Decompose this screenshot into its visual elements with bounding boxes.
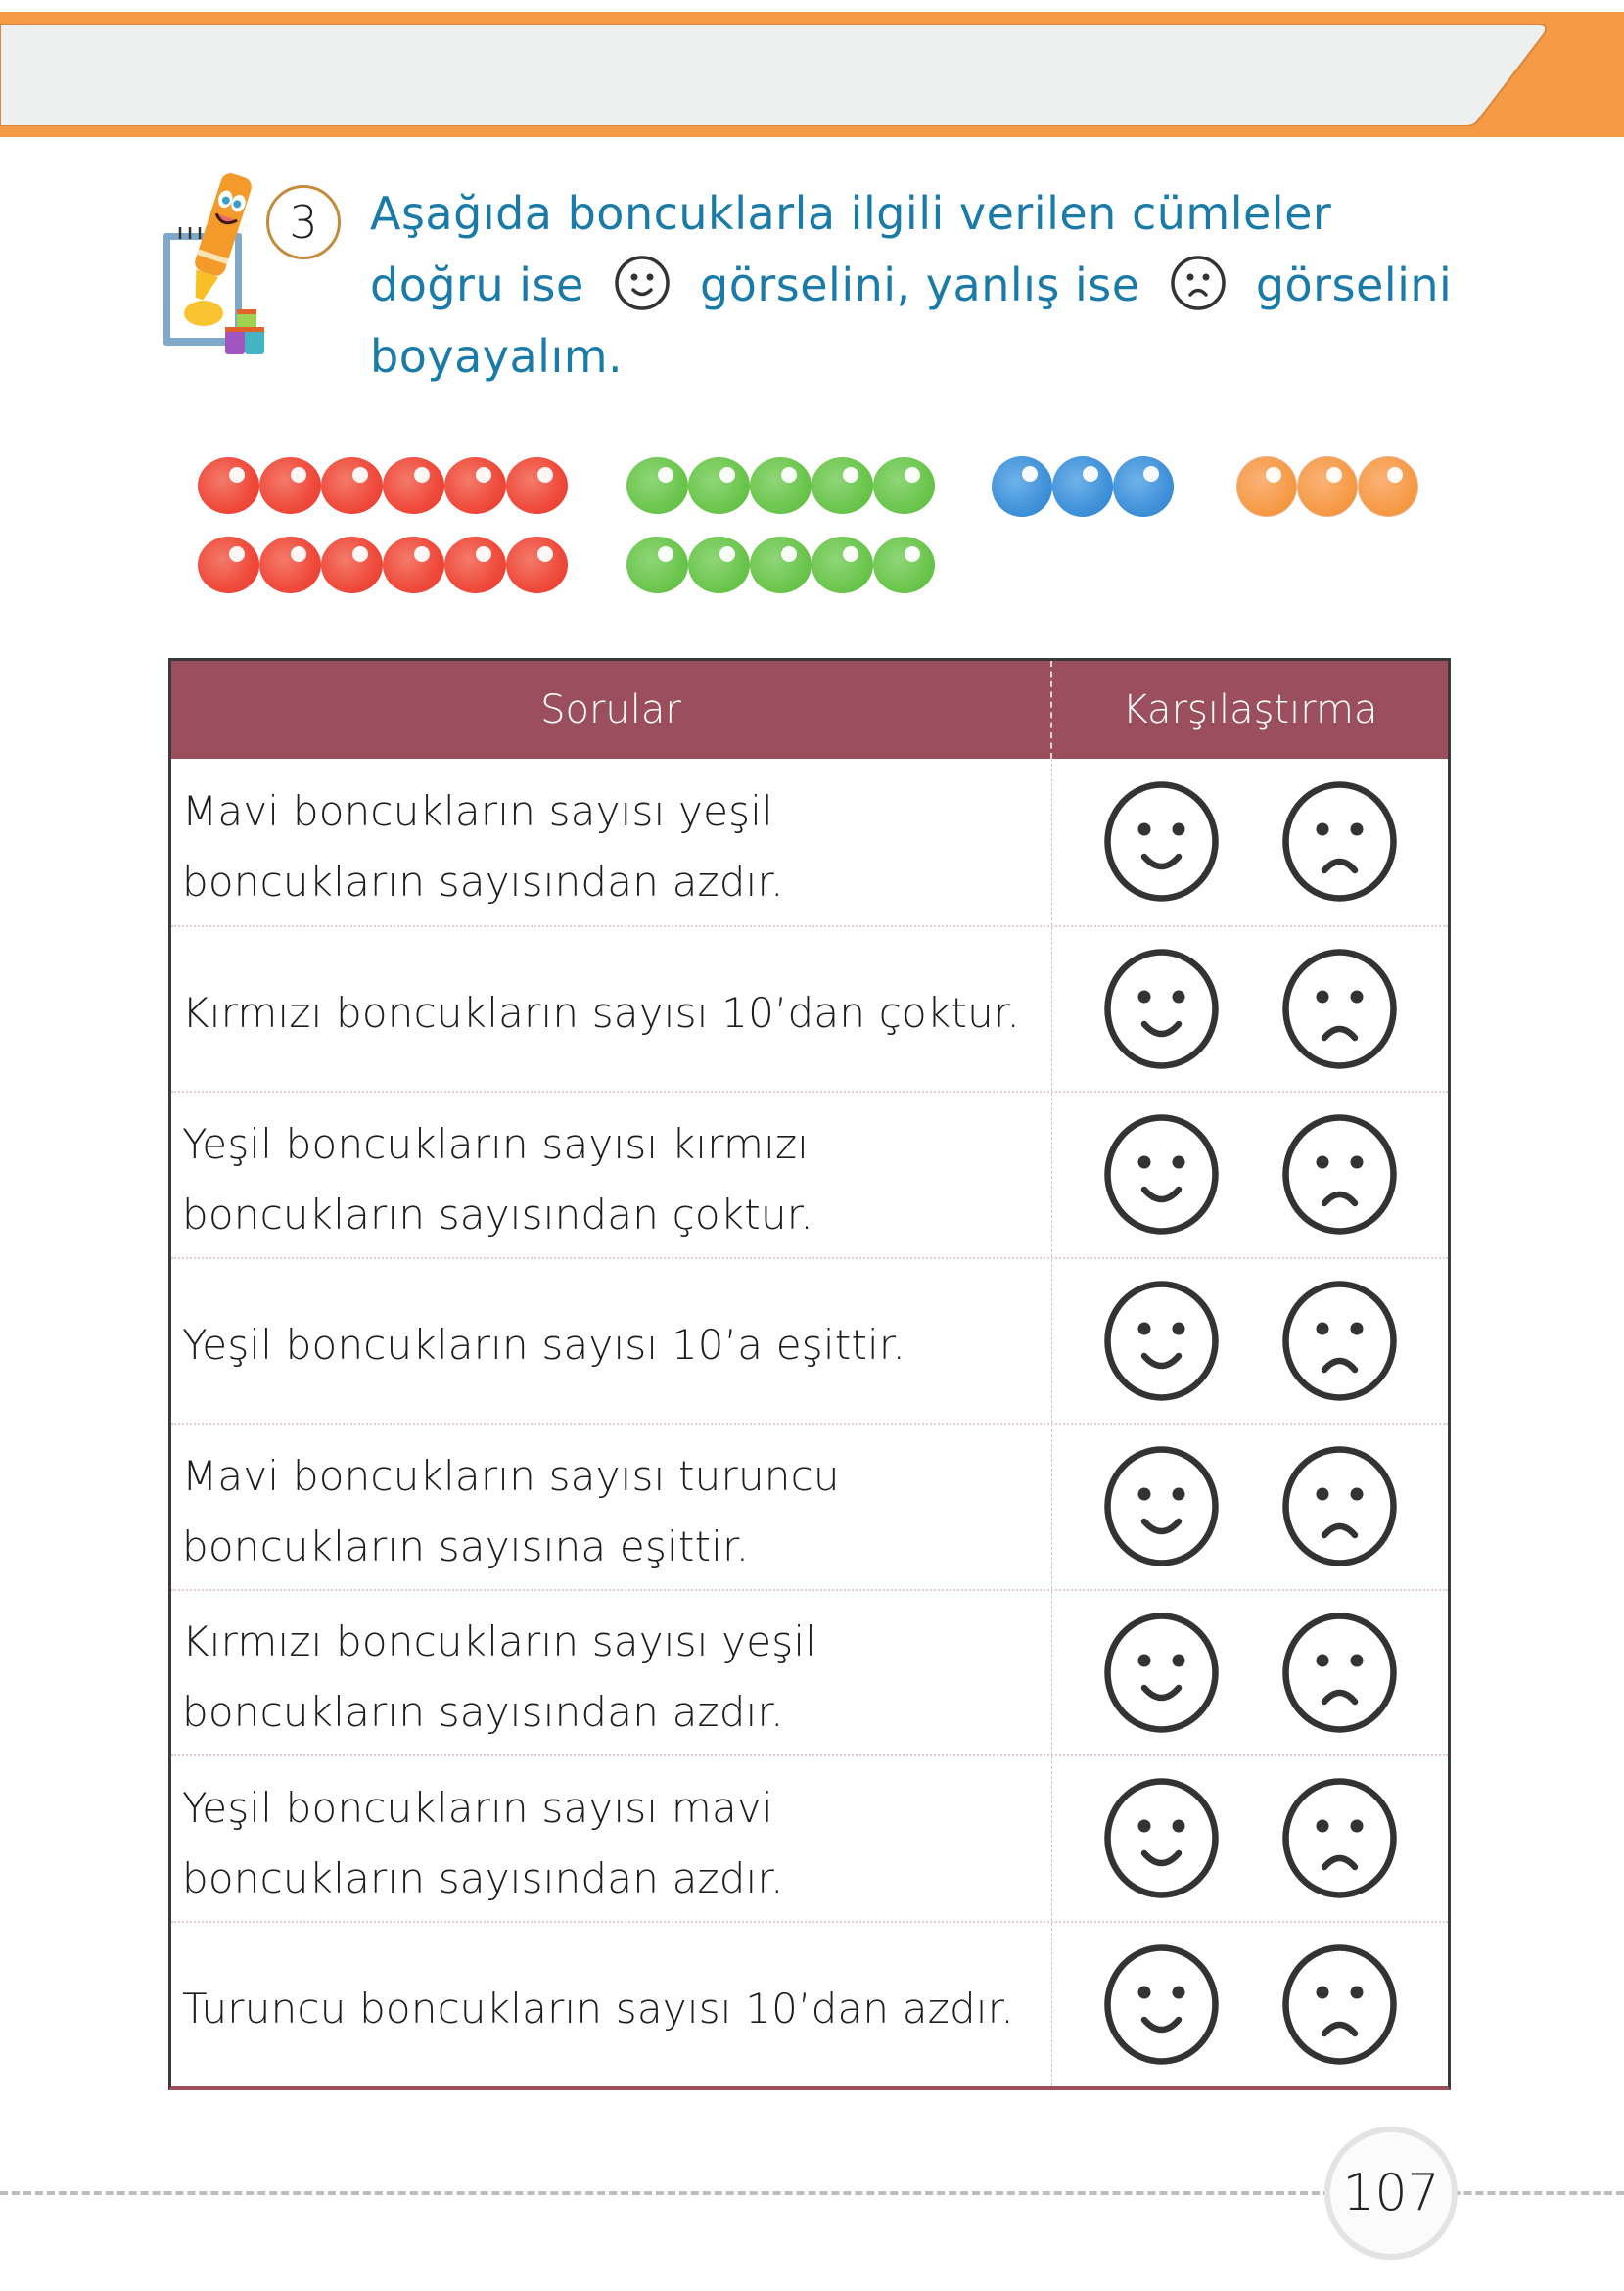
top-banner (0, 12, 1624, 137)
question-line-2: boncukların sayısından azdır. (182, 1853, 784, 1902)
red-bead-icon (321, 537, 383, 593)
red-bead-icon (198, 457, 259, 514)
bead-row (626, 457, 935, 514)
table-body (171, 759, 1448, 2086)
sad-face-icon[interactable] (1278, 948, 1401, 1070)
bead-row (626, 537, 935, 593)
page-number: 107 (1330, 2132, 1452, 2254)
green-beads (626, 457, 935, 593)
red-bead-icon (444, 537, 506, 593)
red-bead-icon (383, 457, 444, 514)
sad-face-icon[interactable] (1278, 1113, 1401, 1236)
question-cell (171, 1093, 1052, 1257)
question-line-1: Mavi boncukların sayısı yeşil (182, 786, 773, 835)
sad-face-icon (1169, 254, 1228, 312)
answer-cell (1052, 1756, 1448, 1921)
question-line-2: boncukların sayısından azdır. (182, 857, 784, 906)
instruction-fragment: görselini, yanlış ise (700, 258, 1140, 311)
question-line-2: boncukların sayısından çoktur. (182, 1190, 813, 1239)
red-bead-icon (198, 537, 259, 593)
red-bead-icon (321, 457, 383, 514)
blue-beads (992, 456, 1174, 517)
pencil-mascot-icon (159, 164, 266, 360)
question-cell (171, 927, 1052, 1092)
sad-face-icon[interactable] (1278, 1943, 1401, 2066)
happy-face-icon[interactable] (1100, 1280, 1223, 1402)
table-row (171, 1754, 1448, 1921)
question-line-1: Kırmızı boncukların sayısı yeşil (182, 1617, 817, 1666)
red-bead-icon (259, 457, 321, 514)
sad-face-icon[interactable] (1278, 780, 1401, 903)
red-beads (198, 457, 568, 593)
green-bead-icon (750, 537, 812, 593)
question-line-1: Mavi boncukların sayısı turuncu (182, 1451, 840, 1500)
instruction-fragment: doğru ise (370, 258, 584, 311)
sad-face-icon[interactable] (1278, 1280, 1401, 1402)
green-bead-icon (873, 457, 935, 514)
answer-cell (1052, 1591, 1448, 1755)
bead-row (198, 457, 568, 514)
orange-bead-icon (1236, 456, 1297, 517)
comparison-table (168, 658, 1451, 2090)
instruction-line-3: boyayalım. (370, 330, 624, 383)
orange-bead-icon (1358, 456, 1418, 517)
answer-cell (1052, 1093, 1448, 1257)
answer-cell (1052, 759, 1448, 925)
instruction-line-2 (370, 250, 1476, 321)
question-line-2: boncukların sayısına eşittir. (182, 1521, 750, 1570)
green-bead-icon (812, 457, 873, 514)
table-row (171, 925, 1448, 1092)
question-line-1: Turuncu boncukların sayısı 10’dan azdır. (182, 1985, 1014, 2034)
bead-row (1236, 456, 1418, 517)
happy-face-icon[interactable] (1100, 1943, 1223, 2066)
banner-panel (0, 24, 1552, 126)
question-cell (171, 1923, 1052, 2087)
answer-cell (1052, 1923, 1448, 2087)
answer-cell (1052, 1259, 1448, 1424)
table-header (171, 661, 1448, 759)
table-row (171, 1589, 1448, 1755)
happy-face-icon[interactable] (1100, 780, 1223, 903)
answer-cell (1052, 927, 1448, 1092)
answer-cell (1052, 1425, 1448, 1589)
sad-face-icon[interactable] (1278, 1445, 1401, 1567)
sad-face-icon[interactable] (1278, 1777, 1401, 1899)
question-line-1: Yeşil boncukların sayısı 10’a eşittir. (182, 1321, 906, 1370)
red-bead-icon (383, 537, 444, 593)
red-bead-icon (444, 457, 506, 514)
table-row (171, 1921, 1448, 2087)
exercise-number: 3 (266, 185, 341, 259)
question-line-1: Kırmızı boncukların sayısı 10’dan çoktur. (182, 989, 1021, 1038)
green-bead-icon (626, 457, 688, 514)
happy-face-icon[interactable] (1100, 1612, 1223, 1734)
bead-row (198, 537, 568, 593)
orange-beads (1236, 456, 1418, 517)
happy-face-icon[interactable] (1100, 1445, 1223, 1567)
happy-face-icon[interactable] (1100, 1113, 1223, 1236)
red-bead-icon (259, 537, 321, 593)
happy-face-icon[interactable] (1100, 948, 1223, 1070)
blue-bead-icon (1113, 456, 1174, 517)
column-header-questions: Sorular (171, 661, 1052, 759)
green-bead-icon (873, 537, 935, 593)
happy-face-icon[interactable] (1100, 1777, 1223, 1899)
green-bead-icon (812, 537, 873, 593)
question-cell (171, 1756, 1052, 1921)
green-bead-icon (626, 537, 688, 593)
happy-face-icon (613, 254, 672, 312)
red-bead-icon (506, 537, 568, 593)
instruction-line-1: Aşağıda boncuklarla ilgili verilen cümleler (370, 187, 1332, 240)
table-row (171, 1257, 1448, 1424)
blue-bead-icon (992, 456, 1052, 517)
table-row (171, 1091, 1448, 1257)
question-line-1: Yeşil boncukların sayısı mavi (182, 1783, 773, 1832)
green-bead-icon (688, 457, 750, 514)
blue-bead-icon (1052, 456, 1113, 517)
green-bead-icon (688, 537, 750, 593)
instruction-text (370, 178, 1476, 393)
red-bead-icon (506, 457, 568, 514)
table-row (171, 1423, 1448, 1589)
orange-bead-icon (1297, 456, 1358, 517)
question-cell (171, 759, 1052, 925)
table-row (171, 759, 1448, 925)
green-bead-icon (750, 457, 812, 514)
question-line-2: boncukların sayısından azdır. (182, 1688, 784, 1737)
question-cell (171, 1591, 1052, 1755)
instruction-fragment: görselini (1255, 258, 1453, 311)
question-cell (171, 1259, 1052, 1424)
question-cell (171, 1425, 1052, 1589)
column-header-comparison: Karşılaştırma (1122, 687, 1378, 732)
bead-row (992, 456, 1174, 517)
question-line-1: Yeşil boncukların sayısı kırmızı (182, 1119, 810, 1168)
sad-face-icon[interactable] (1278, 1612, 1401, 1734)
